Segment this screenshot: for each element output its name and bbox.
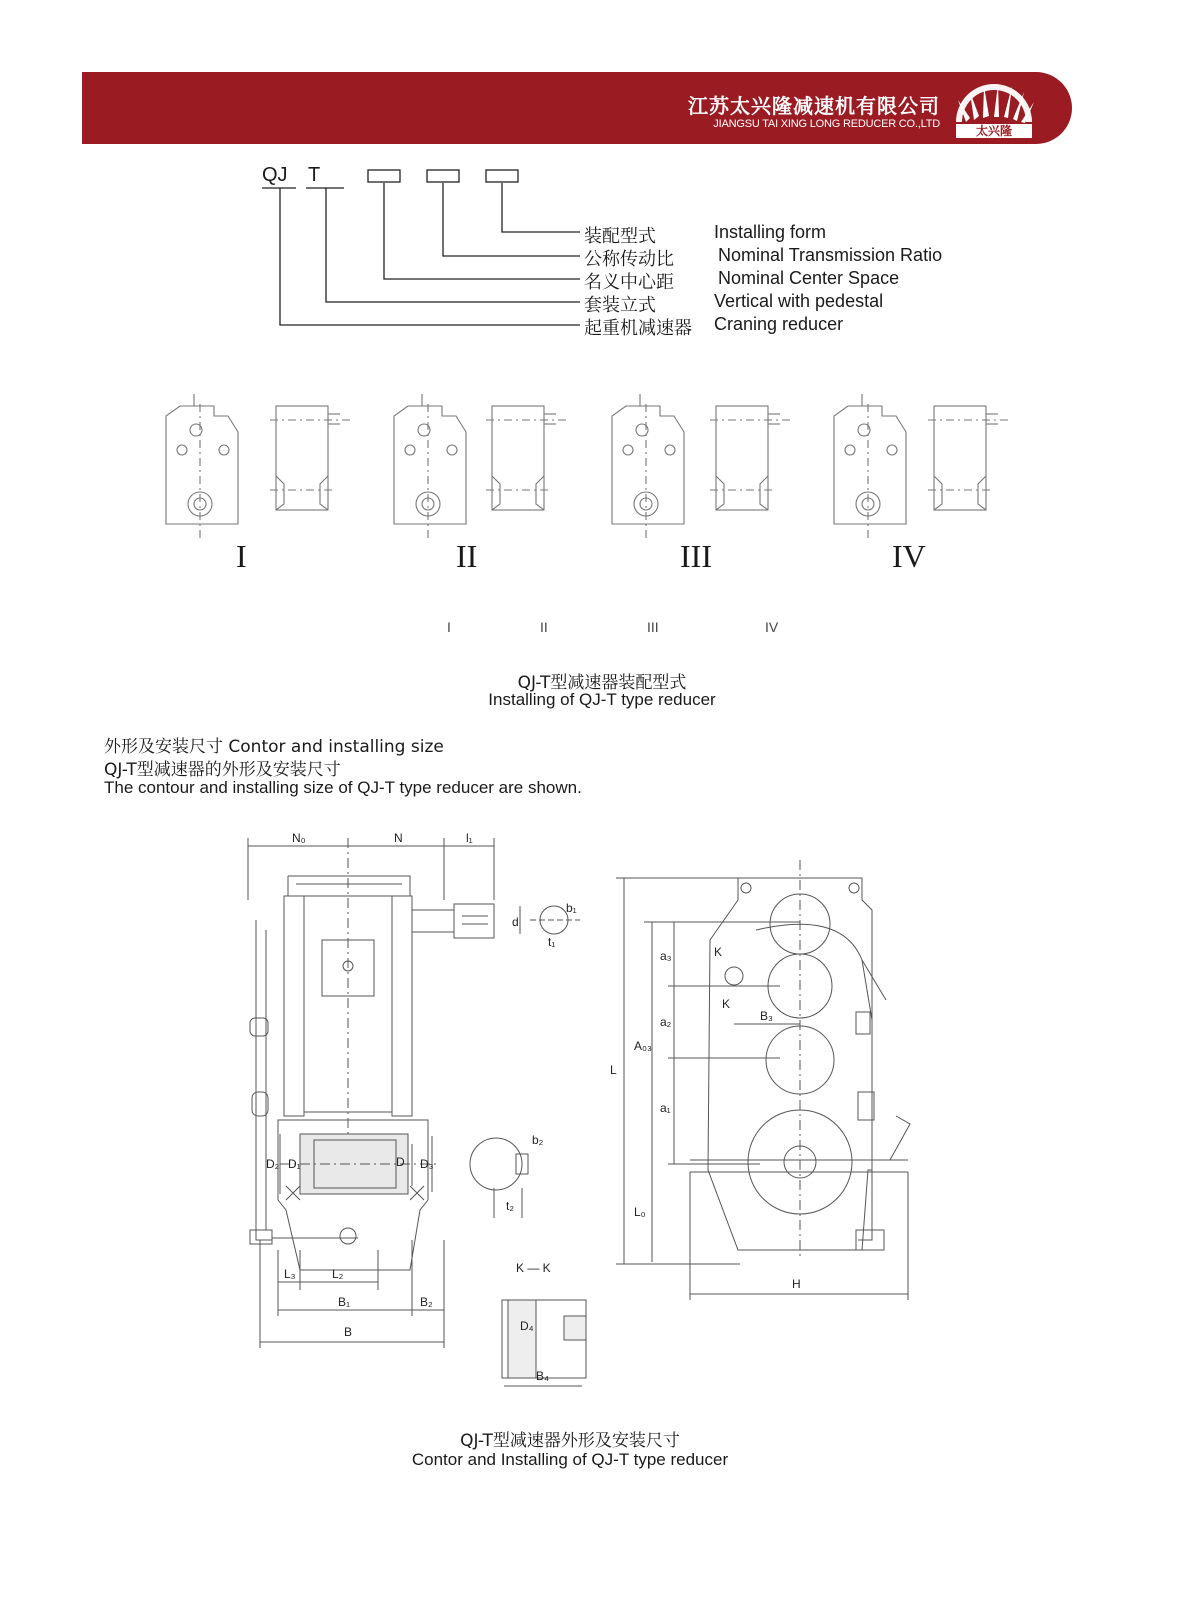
label-b2: b₂ [532,1133,544,1147]
label-d: D [396,1155,405,1169]
label-a1: a₁ [660,1101,671,1115]
label-b2-dim: B₂ [420,1295,433,1309]
label-d1: D₁ [288,1157,301,1171]
label-d: d [512,915,519,929]
legend-en-4: Craning reducer [714,314,844,334]
form-numeral-2: II [456,538,478,574]
label-t1: t₁ [548,935,556,949]
legend-en-3: Vertical with pedestal [714,291,884,311]
legend-en-2: Nominal Center Space [718,268,900,288]
code-prefix: QJ [262,164,288,186]
label-d3: D₃ [420,1157,434,1171]
label-b: B [344,1325,353,1339]
small-numeral-3: III [647,619,659,635]
label-n: N [394,831,403,845]
drawing-caption-en: Contor and Installing of QJ-T type reducer [411,1450,729,1469]
form-numeral-1: I [236,538,247,574]
legend-cn-2: 名义中心距 [584,272,674,293]
code-type: T [308,164,321,186]
form-numeral-3: III [680,538,712,574]
logo-text: 太兴隆 [975,124,1013,138]
label-kk: K — K [516,1261,551,1275]
intro-line-3: The contour and installing size of QJ-T type reducer are shown. [104,778,582,797]
label-h: H [792,1277,801,1291]
label-l: L [610,1063,617,1077]
label-a3: a₃ [660,949,672,963]
label-d2: D₂ [266,1157,280,1171]
small-numeral-2: II [540,619,548,635]
label-l1: l₁ [466,831,473,845]
label-l0: L₀ [634,1205,646,1219]
legend-cn-1: 公称传动比 [584,249,674,270]
label-a2: a₂ [660,1015,672,1029]
drawing-caption-cn: QJ-T型减速器外形及安装尺寸 [460,1431,680,1451]
label-n0: N₀ [292,831,306,845]
label-a03: A₀₃ [634,1039,652,1053]
legend-cn-0: 装配型式 [584,226,656,247]
legend-en-1: Nominal Transmission Ratio [718,245,943,265]
label-l3: L₃ [284,1267,296,1281]
label-d4: D₄ [520,1319,534,1333]
label-l2: L₂ [332,1267,344,1281]
legend-cn-4: 起重机减速器 [584,318,692,339]
company-name-en: JIANGSU TAI XING LONG REDUCER CO.,LTD [713,118,940,130]
legend-cn-3: 套装立式 [584,295,656,316]
small-numeral-4: IV [765,619,779,635]
intro-line-1: 外形及安装尺寸 Contor and installing size [104,737,444,757]
label-k-2: K [722,997,731,1011]
small-numeral-1: I [447,619,451,635]
legend-en-0: Installing form [714,222,827,242]
label-b4: B₄ [536,1369,549,1383]
form-numeral-4: IV [892,538,926,574]
label-b3: B₃ [760,1009,773,1023]
company-name-cn: 江苏太兴隆减速机有限公司 [688,94,940,118]
intro-line-2: QJ-T型减速器的外形及安装尺寸 [104,760,341,780]
label-b1-dim: B₁ [338,1295,351,1309]
install-caption-cn: QJ-T型减速器装配型式 [517,673,687,693]
label-k-1: K [714,945,723,959]
install-caption-en: Installing of QJ-T type reducer [488,690,716,709]
label-b1: b₁ [566,901,577,915]
label-t2: t₂ [506,1199,514,1213]
